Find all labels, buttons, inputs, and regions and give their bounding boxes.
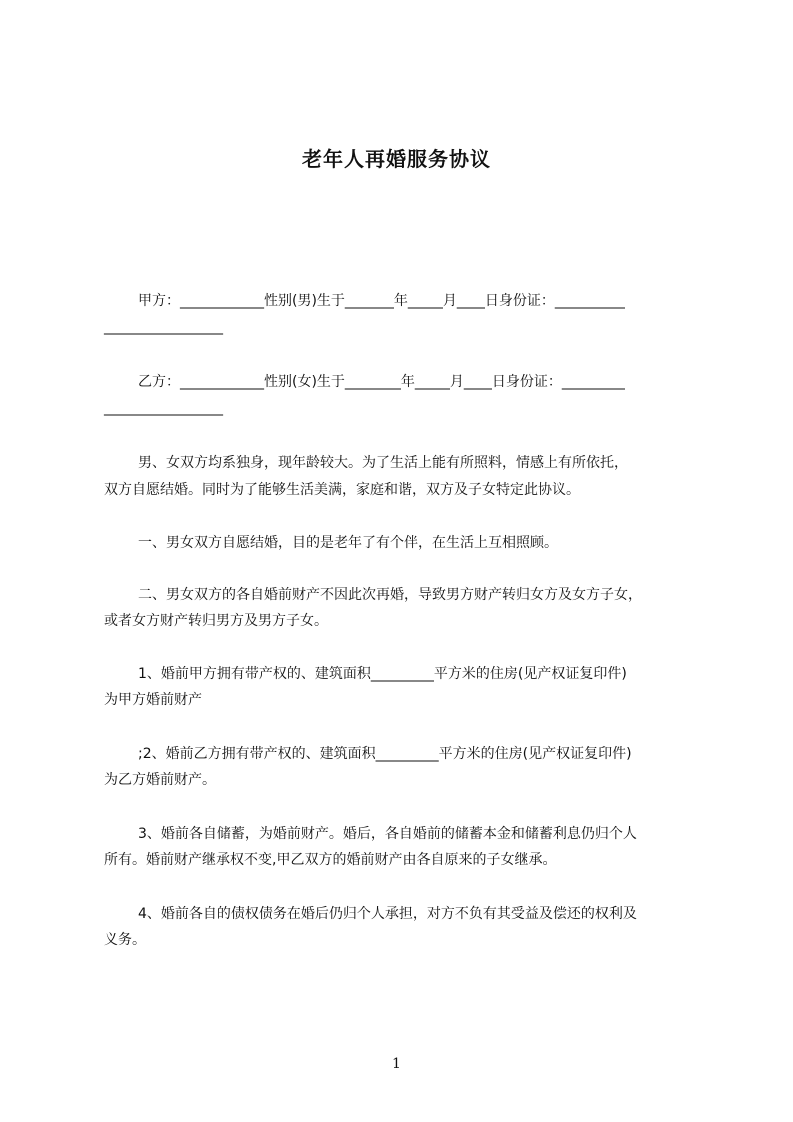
party-a-line-1: 甲方：____________性别(男)生于_______年_____月____日身份证：__________ bbox=[138, 293, 625, 309]
clause-2-line-1: 二、男女双方的各自婚前财产不因此次再婚，导致男方财产转归女方及女方子女， bbox=[138, 587, 642, 603]
clause-2-line-2: 或者女方财产转归男方及男方子女。 bbox=[104, 613, 328, 629]
party-b-line-2: _________________ bbox=[104, 400, 223, 416]
item-3-line-1: 3、婚前各自储蓄，为婚前财产。婚后，各自婚前的储蓄本金和储蓄利息仍归个人 bbox=[138, 826, 637, 842]
item-4-line-2: 义务。 bbox=[104, 932, 146, 948]
party-b-line-1: 乙方：____________性别(女)生于________年_____月____日身份证：_________ bbox=[138, 374, 625, 390]
item-3-line-2: 所有。婚前财产继承权不变,甲乙双方的婚前财产由各自原来的子女继承。 bbox=[104, 852, 557, 868]
clause-1-line-1: 一、男女双方自愿结婚，目的是老年了有个伴，在生活上互相照顾。 bbox=[138, 535, 558, 551]
document-title: 老年人再婚服务协议 bbox=[302, 147, 491, 171]
item-1-line-1: 1、婚前甲方拥有带产权的、建筑面积_________平方米的住房(见产权证复印件) bbox=[138, 666, 627, 682]
item-2-line-2: 为乙方婚前财产。 bbox=[104, 772, 216, 788]
page-number: 1 bbox=[392, 1056, 401, 1072]
item-1-line-2: 为甲方婚前财产 bbox=[104, 692, 202, 708]
party-a-line-2: _________________ bbox=[104, 319, 223, 335]
preamble-line-1: 男、女双方均系独身，现年龄较大。为了生活上能有所照料，情感上有所依托， bbox=[138, 455, 628, 471]
preamble-line-2: 双方自愿结婚。同时为了能够生活美满，家庭和谐，双方及子女特定此协议。 bbox=[104, 482, 580, 498]
item-2-line-1: ;2、婚前乙方拥有带产权的、建筑面积_________平方米的住房(见产权证复印件) bbox=[138, 746, 632, 762]
item-4-line-1: 4、婚前各自的债权债务在婚后仍归个人承担，对方不负有其受益及偿还的权利及 bbox=[138, 906, 637, 922]
